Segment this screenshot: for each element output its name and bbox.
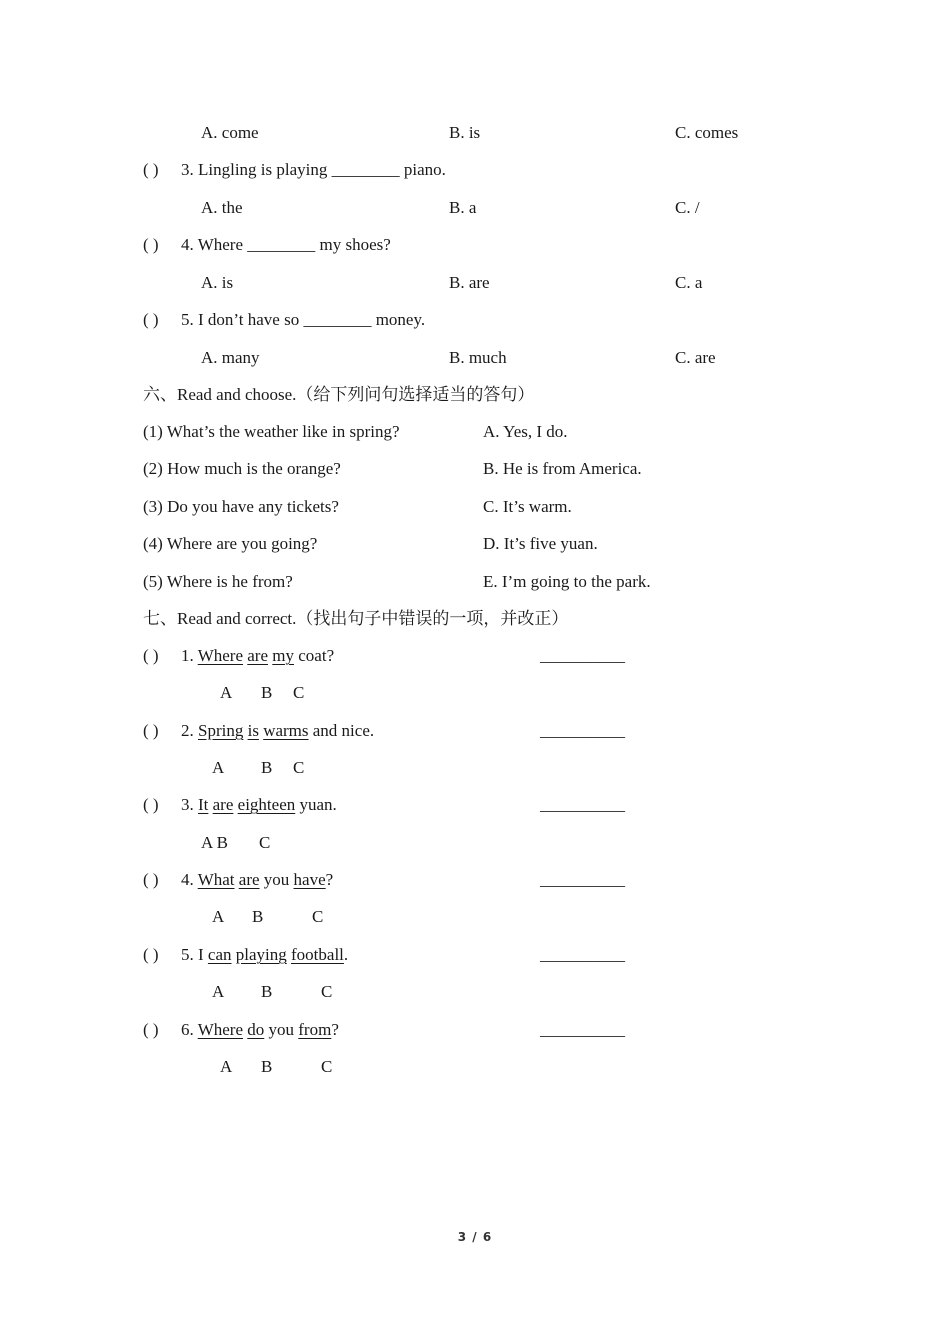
match-row [0, 494, 950, 520]
option-c: C. comes [675, 123, 739, 142]
match-row [0, 569, 950, 595]
answer-paren[interactable]: ( ) [143, 721, 159, 740]
answer-paren[interactable]: ( ) [143, 870, 159, 889]
option-a: A. the [201, 198, 243, 217]
q2-options [0, 120, 950, 146]
match-answer: A. Yes, I do. [483, 422, 568, 441]
option-a: A. is [201, 273, 234, 292]
match-row [0, 456, 950, 482]
part-b: do [247, 1020, 265, 1039]
part-b: is [247, 721, 259, 740]
match-answer: D. It’s five yuan. [483, 534, 598, 553]
correction-blank[interactable]: __________ [540, 646, 625, 665]
question-4 [0, 232, 950, 258]
match-question: (2) How much is the orange? [143, 459, 341, 478]
option-b: B. is [449, 123, 481, 142]
part-a: What [197, 870, 235, 889]
match-question: (5) Where is he from? [143, 572, 293, 591]
match-row [0, 531, 950, 557]
section-6-title: 六、Read and choose.（给下列问句选择适当的答句） [143, 385, 535, 404]
match-question: (1) What’s the weather like in spring? [143, 422, 400, 441]
page-number: 3 / 6 [457, 1230, 493, 1244]
correction-blank[interactable]: __________ [540, 795, 625, 814]
option-b: B. much [449, 348, 507, 367]
match-answer: E. I’m going to the park. [483, 572, 651, 591]
part-a: Where [197, 1020, 244, 1039]
part-labels: A B C [220, 1057, 333, 1076]
correct-question-3 [0, 792, 950, 818]
question-5 [0, 307, 950, 333]
question-text: 3. Lingling is playing ________ piano. [181, 160, 446, 179]
part-labels: A B C [212, 907, 324, 926]
sentence: 5. I can playing football. [181, 945, 349, 964]
answer-paren[interactable]: ( ) [143, 235, 159, 254]
correct-question-4 [0, 867, 950, 893]
answer-paren[interactable]: ( ) [143, 795, 159, 814]
option-c: C. are [675, 348, 716, 367]
answer-paren[interactable]: ( ) [143, 1020, 159, 1039]
part-c: my [272, 646, 295, 665]
q5-options [0, 345, 950, 371]
part-c: eighteen [237, 795, 296, 814]
part-a: Where [197, 646, 244, 665]
correct-question-2 [0, 718, 950, 744]
match-question: (3) Do you have any tickets? [143, 497, 339, 516]
section-7-title: 七、Read and correct.（找出句子中错误的一项，并改正） [143, 609, 569, 628]
part-labels: A B C [212, 758, 305, 777]
part-labels: A B C [220, 683, 305, 702]
correction-blank[interactable]: __________ [540, 1020, 625, 1039]
correction-blank[interactable]: __________ [540, 870, 625, 889]
option-a: A. many [201, 348, 260, 367]
match-answer: B. He is from America. [483, 459, 642, 478]
option-c: C. a [675, 273, 703, 292]
correct-question-1 [0, 643, 950, 669]
option-b: B. are [449, 273, 490, 292]
part-c: football [291, 945, 344, 964]
sentence: 1. Where are my coat? [181, 646, 335, 665]
question-text: 5. I don’t have so ________ money. [181, 310, 426, 329]
sentence: 2. Spring is warms and nice. [181, 721, 375, 740]
part-b: are [238, 870, 260, 889]
part-a: Spring [198, 721, 244, 740]
answer-paren[interactable]: ( ) [143, 945, 159, 964]
q4-options [0, 270, 950, 296]
answer-paren[interactable]: ( ) [143, 160, 159, 179]
correction-blank[interactable]: __________ [540, 945, 625, 964]
answer-paren[interactable]: ( ) [143, 310, 159, 329]
question-3 [0, 157, 950, 183]
option-a: A. come [201, 123, 259, 142]
part-labels: A B C [212, 982, 333, 1001]
correct-question-5 [0, 942, 950, 968]
part-c: have [293, 870, 326, 889]
sentence: 3. It are eighteen yuan. [181, 795, 337, 814]
question-text: 4. Where ________ my shoes? [181, 235, 391, 254]
correct-question-6 [0, 1017, 950, 1043]
answer-paren[interactable]: ( ) [143, 646, 159, 665]
part-b: are [212, 795, 234, 814]
match-question: (4) Where are you going? [143, 534, 318, 553]
match-row [0, 419, 950, 445]
part-a: can [207, 945, 232, 964]
correction-blank[interactable]: __________ [540, 721, 625, 740]
part-c: from [298, 1020, 332, 1039]
sentence: 4. What are you have? [181, 870, 334, 889]
part-b: are [247, 646, 269, 665]
option-b: B. a [449, 198, 477, 217]
part-a: It [198, 795, 209, 814]
q3-options [0, 195, 950, 221]
part-c: warms [263, 721, 309, 740]
sentence: 6. Where do you from? [181, 1020, 339, 1039]
match-answer: C. It’s warm. [483, 497, 572, 516]
option-c: C. / [675, 198, 700, 217]
part-b: playing [235, 945, 287, 964]
part-labels: A B C [201, 833, 271, 852]
